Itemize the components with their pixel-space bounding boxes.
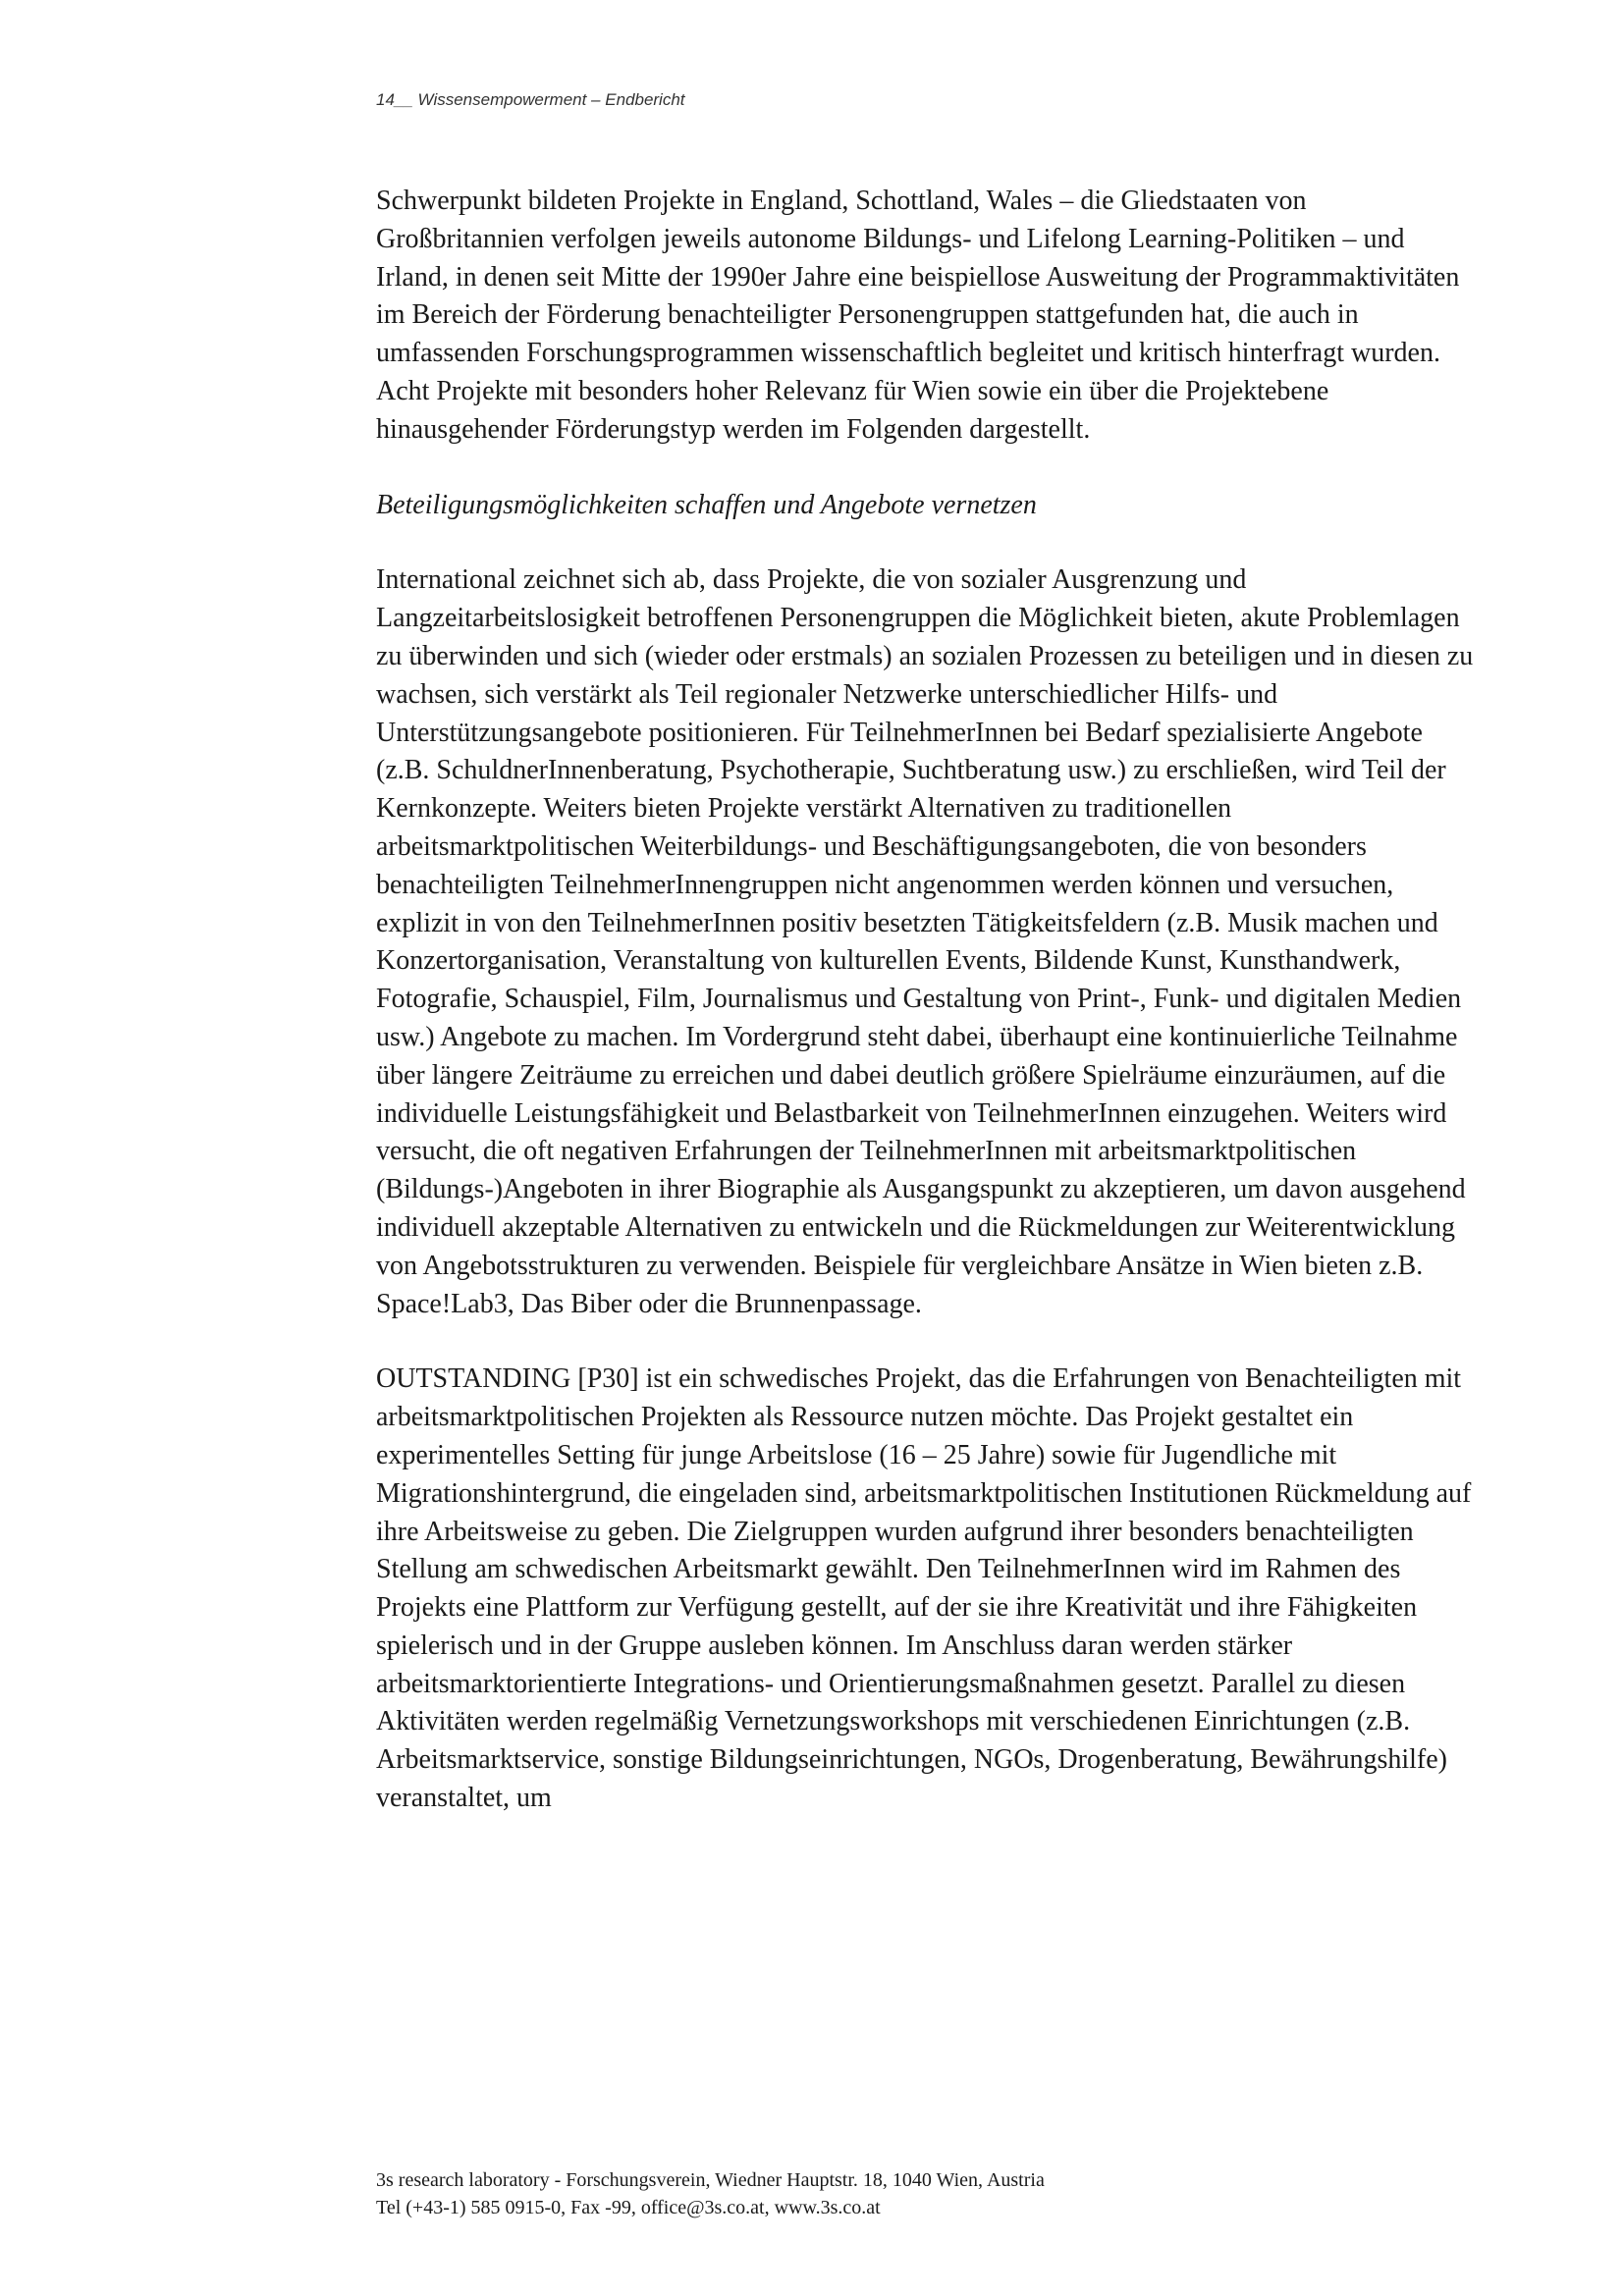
section-subheading: Beteiligungsmöglichkeiten schaffen und Angebote vernetzen xyxy=(376,489,1037,520)
body-paragraph-1: Schwerpunkt bildeten Projekte in England, Schottland, Wales – die Gliedstaaten von Großbritannien verfolgen jeweils autonome Bildungs- und Lifelong Learning-Politiken – und Irland, in denen seit Mitte der 1990er Jahre eine beispiellose Ausweitung der Programmaktivitäten im Bereich der Förderung benachteiligter Personengruppen stattgefunden hat, die auch in umfassenden Forschungsprogrammen wissenschaftlich begleitet und kritisch hinterfragt wurden. Acht Projekte mit besonders hoher Relevanz für Wien sowie ein über die Projektebene hinausgehender Förderungstyp werden im Folgenden dargestellt. xyxy=(376,186,1460,445)
footer-contact: Tel (+43-1) 585 0915-0, Fax -99, office@3s.co.at, www.3s.co.at xyxy=(376,2197,881,2218)
body-paragraph-2: International zeichnet sich ab, dass Projekte, die von sozialer Ausgrenzung und Langzeitarbeitslosigkeit betroffenen Personengruppen die Möglichkeit bieten, akute Problemlagen zu überwinden und sich (wieder oder erstmals) an sozialen Prozessen zu beteiligen und in diesen zu wachsen, sich verstärkt als Teil regionaler Netzwerke unterschiedlicher Hilfs- und Unterstützungsangebote positionieren. Für TeilnehmerInnen bei Bedarf spezialisierte Angebote (z.B. SchuldnerInnenberatung, Psychotherapie, Suchtberatung usw.) zu erschließen, wird Teil der Kernkonzepte. Weiters bieten Projekte verstärkt Alternativen zu traditionellen arbeitsmarktpolitischen Weiterbildungs- und Beschäftigungsangeboten, die von besonders benachteiligten TeilnehmerInnengruppen nicht angenommen werden können und versuchen, explizit in von den TeilnehmerInnen positiv besetzten Tätigkeitsfeldern (z.B. Musik machen und Konzertorganisation, Veranstaltung von kulturellen Events, Bildende Kunst, Kunsthandwerk, Fotografie, Schauspiel, Film, Journalismus und Gestaltung von Print-, Funk- und digitalen Medien usw.) Angebote zu machen. Im Vordergrund steht dabei, überhaupt eine kontinuierliche Teilnahme über längere Zeiträume zu erreichen und dabei deutlich größere Spielräume einzuräumen, auf die individuelle Leistungsfähigkeit und Belastbarkeit von TeilnehmerInnen einzugehen. Weiters wird versucht, die oft negativen Erfahrungen der TeilnehmerInnen mit arbeitsmarktpolitischen (Bildungs-)Angeboten in ihrer Biographie als Ausgangspunkt zu akzeptieren, um davon ausgehend individuell akzeptable Alternativen zu entwickeln und die Rückmeldungen zur Weiterentwicklung von Angebotsstrukturen zu verwenden. Beispiele für vergleichbare Ansätze in Wien bieten z.B. Space!Lab3, Das Biber oder die Brunnenpassage. xyxy=(376,564,1474,1319)
main-content xyxy=(376,183,1476,1818)
running-header: 14__ Wissensempowerment – Endbericht xyxy=(376,90,685,109)
footer-address: 3s research laboratory - Forschungsverein, Wiedner Hauptstr. 18, 1040 Wien, Austria xyxy=(376,2169,1045,2191)
page-footer xyxy=(376,2166,1045,2221)
body-paragraph-3: OUTSTANDING [P30] ist ein schwedisches Projekt, das die Erfahrungen von Benachteiligten mit arbeitsmarktpolitischen Projekten als Ressource nutzen möchte. Das Projekt gestaltet ein experimentelles Setting für junge Arbeitslose (16 – 25 Jahre) sowie für Jugendliche mit Migrationshintergrund, die eingeladen sind, arbeitsmarktpolitischen Institutionen Rückmeldung auf ihre Arbeitsweise zu geben. Die Zielgruppen wurden aufgrund ihrer besonders benachteiligten Stellung am schwedischen Arbeitsmarkt gewählt. Den TeilnehmerInnen wird im Rahmen des Projekts eine Plattform zur Verfügung gestellt, auf der sie ihre Kreativität und ihre Fähigkeiten spielerisch und in der Gruppe ausleben können. Im Anschluss daran werden stärker arbeitsmarktorientierte Integrations- und Orientierungsmaßnahmen gesetzt. Parallel zu diesen Aktivitäten werden regelmäßig Vernetzungsworkshops mit verschiedenen Einrichtungen (z.B. Arbeitsmarktservice, sonstige Bildungseinrichtungen, NGOs, Drogenberatung, Bewährungshilfe) veranstaltet, um xyxy=(376,1363,1472,1814)
